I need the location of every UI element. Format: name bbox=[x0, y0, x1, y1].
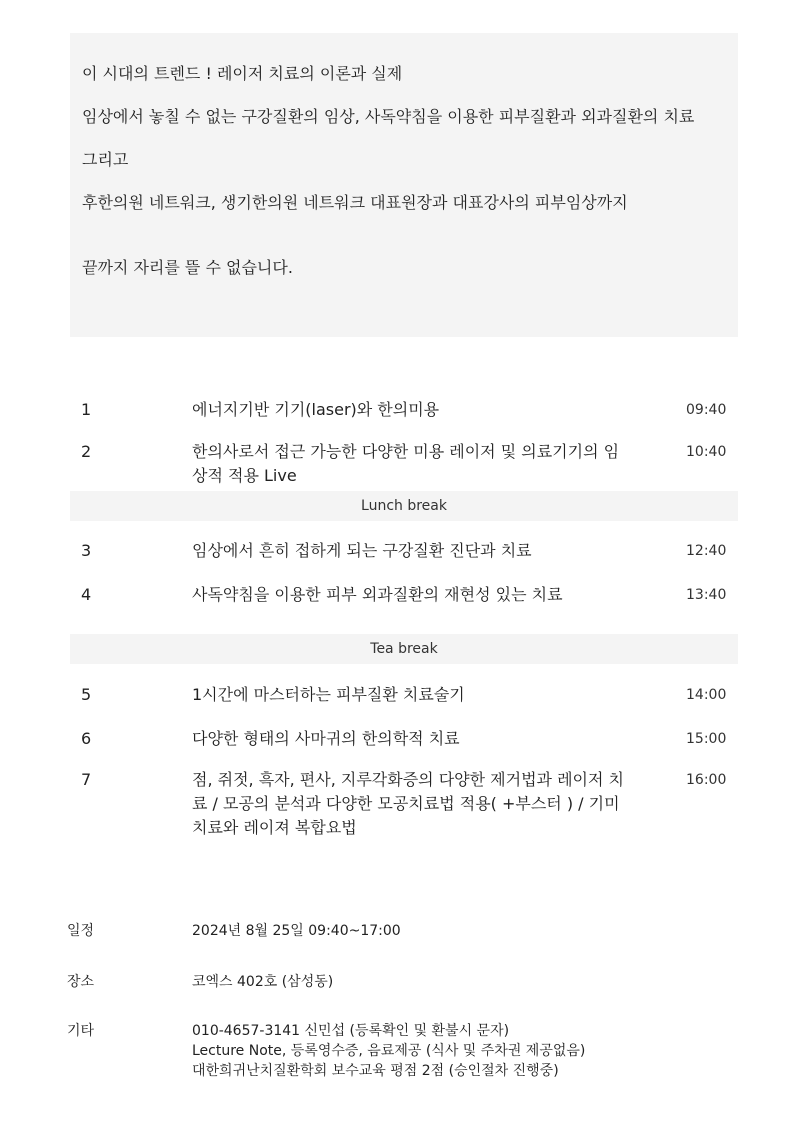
session-number: 2 bbox=[81, 442, 92, 461]
session-number: 7 bbox=[81, 770, 92, 789]
session-title: 에너지기반 기기(laser)와 한의미용 bbox=[192, 400, 440, 419]
intro-description: 임상에서 놓칠 수 없는 구강질환의 임상, 사독약침을 이용한 피부질환과 외과질환의 치료 bbox=[82, 107, 695, 126]
session-time: 12:40 bbox=[686, 543, 727, 559]
session-number: 4 bbox=[81, 585, 92, 604]
intro-box bbox=[70, 33, 738, 337]
session-number: 3 bbox=[81, 541, 92, 560]
intro-connector: 그리고 bbox=[82, 150, 129, 169]
session-title: 점, 쥐젓, 흑자, 편사, 지루각화증의 다양한 제거법과 레이저 치료 / 모공의 분석과 다양한 모공치료법 적용( +부스터 ) / 기미 치료와 레이져 복합요법 bbox=[192, 770, 624, 837]
place-label: 장소 bbox=[67, 974, 95, 990]
date-value: 2024년 8월 25일 09:40~17:00 bbox=[192, 923, 401, 939]
session-time: 15:00 bbox=[686, 731, 727, 747]
session-time: 16:00 bbox=[686, 772, 727, 788]
place-value: 코엑스 402호 (삼성동) bbox=[192, 974, 334, 990]
session-number: 6 bbox=[81, 729, 92, 748]
session-title: 1시간에 마스터하는 피부질환 치료술기 bbox=[192, 685, 465, 704]
etc-contact: 010-4657-3141 신민섭 (등록확인 및 환불시 문자) bbox=[192, 1023, 510, 1039]
tea-break-bar: Tea break bbox=[70, 634, 738, 664]
session-number: 5 bbox=[81, 685, 92, 704]
session-time: 14:00 bbox=[686, 687, 727, 703]
etc-provisions: Lecture Note, 등록영수증, 음료제공 (식사 및 주차권 제공없음) bbox=[192, 1043, 586, 1059]
session-title: 임상에서 흔히 접하게 되는 구강질환 진단과 치료 bbox=[192, 541, 532, 560]
session-time: 10:40 bbox=[686, 444, 727, 460]
lunch-break-bar: Lunch break bbox=[70, 491, 738, 521]
session-title: 사독약침을 이용한 피부 외과질환의 재현성 있는 치료 bbox=[192, 585, 563, 604]
session-title: 한의사로서 접근 가능한 다양한 미용 레이저 및 의료기기의 임상적 적용 Live bbox=[192, 442, 620, 485]
session-title: 다양한 형태의 사마귀의 한의학적 치료 bbox=[192, 729, 460, 748]
session-time: 13:40 bbox=[686, 587, 727, 603]
intro-headline: 이 시대의 트렌드 ! 레이저 치료의 이론과 실제 bbox=[82, 64, 403, 83]
intro-speakers: 후한의원 네트워크, 생기한의원 네트워크 대표원장과 대표강사의 피부임상까지 bbox=[82, 193, 628, 212]
etc-label: 기타 bbox=[67, 1023, 95, 1039]
intro-closing: 끝까지 자리를 뜰 수 없습니다. bbox=[82, 258, 293, 277]
etc-details bbox=[192, 1021, 752, 1081]
session-number: 1 bbox=[81, 400, 92, 419]
etc-credits: 대한희귀난치질환학회 보수교육 평점 2점 (승인절차 진행중) bbox=[192, 1063, 559, 1079]
session-time: 09:40 bbox=[686, 402, 727, 418]
date-label: 일정 bbox=[67, 923, 95, 939]
